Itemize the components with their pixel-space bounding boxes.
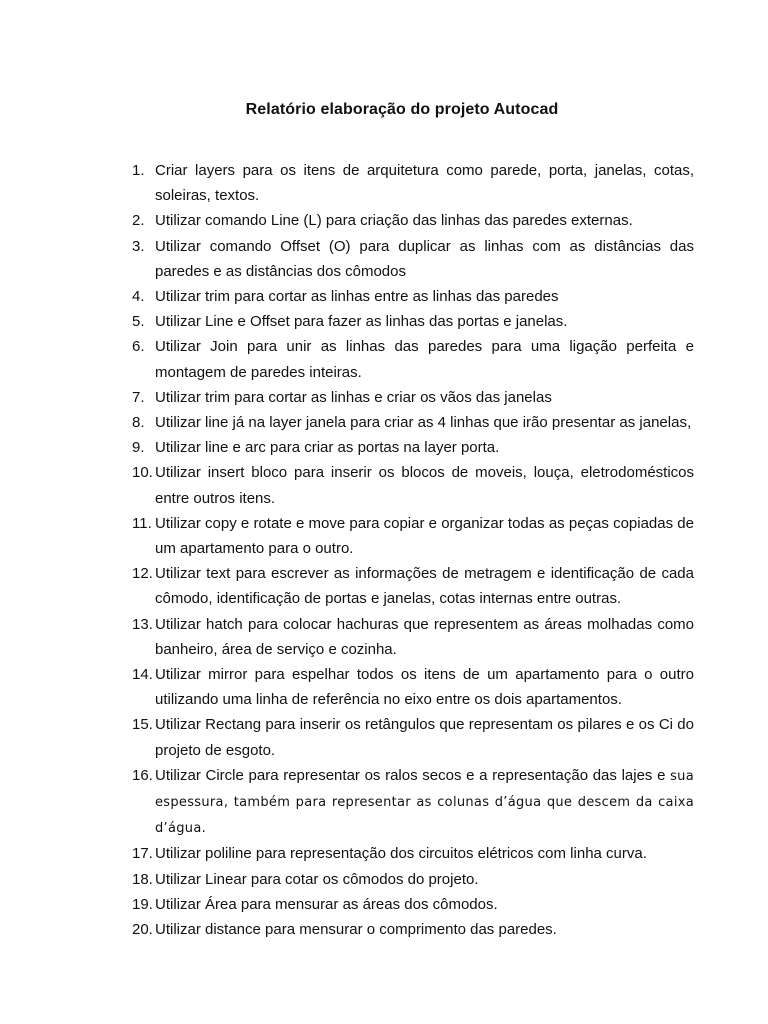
list-item-text xyxy=(155,158,694,208)
list-item xyxy=(132,561,694,611)
list-item-text-main: Utilizar trim para cortar as linhas entre as linhas das paredes xyxy=(155,288,559,306)
list-item-number: 18. xyxy=(132,870,153,888)
list-item xyxy=(132,385,694,410)
list-item-text xyxy=(155,234,694,284)
list-item-text xyxy=(155,385,694,410)
list-item-number: 19. xyxy=(132,895,153,913)
list-item-text xyxy=(155,841,694,866)
list-item-text xyxy=(155,208,694,233)
list-item xyxy=(132,410,694,435)
list-item-text xyxy=(155,867,694,892)
list-item-text-main: Utilizar distance para mensurar o comprimento das paredes. xyxy=(155,921,557,939)
list-item xyxy=(132,208,694,233)
list-item xyxy=(132,460,694,510)
list-item xyxy=(132,841,694,866)
list-item xyxy=(132,334,694,384)
list-item-number: 7. xyxy=(132,388,145,406)
list-item-number: 6. xyxy=(132,338,145,356)
list-item-text xyxy=(155,460,694,510)
list-item-text-main: Utilizar Join para unir as linhas das paredes para uma ligação perfeita e montagem de paredes inteiras. xyxy=(155,338,694,381)
list-item-number: 15. xyxy=(132,716,153,734)
list-item-text-main: Utilizar Circle para representar os ralos secos e a representação das lajes e xyxy=(155,766,666,784)
list-item xyxy=(132,867,694,892)
list-item-text xyxy=(155,309,694,334)
list-item-text-main: Criar layers para os itens de arquitetura como parede, porta, janelas, cotas, soleiras, textos. xyxy=(155,162,694,205)
list-item-text xyxy=(155,334,694,384)
list-item xyxy=(132,511,694,561)
list-item xyxy=(132,612,694,662)
list-item-text-main: Utilizar insert bloco para inserir os blocos de moveis, louça, eletrodomésticos entre outros itens. xyxy=(155,464,694,507)
list-item xyxy=(132,763,694,842)
list-item xyxy=(132,712,694,762)
list-item-number: 8. xyxy=(132,414,145,432)
list-item-number: 10. xyxy=(132,464,153,482)
list-item-number: 14. xyxy=(132,666,153,684)
list-item-text xyxy=(155,435,694,460)
list-item-text-main: Utilizar Line e Offset para fazer as linhas das portas e janelas. xyxy=(155,313,568,331)
list-item-text-continuation: sua espessura, também para representar as colunas d’água que descem da caixa d’água. xyxy=(155,768,694,837)
list-item xyxy=(132,158,694,208)
list-item-text-main: Utilizar Área para mensurar as áreas dos cômodos. xyxy=(155,895,498,913)
list-item-number: 20. xyxy=(132,921,153,939)
list-item-number: 3. xyxy=(132,237,145,255)
list-item-number: 13. xyxy=(132,615,153,633)
list-item-text xyxy=(155,511,694,561)
list-item-text xyxy=(155,662,694,712)
list-item-text-main: Utilizar copy e rotate e move para copiar e organizar todas as peças copiadas de um apartamento para o outro. xyxy=(155,514,694,558)
list-item-number: 11. xyxy=(132,514,152,532)
list-item-text xyxy=(155,917,694,942)
list-item-number: 16. xyxy=(132,766,153,784)
list-item-number: 2. xyxy=(132,212,145,230)
list-item-number: 12. xyxy=(132,565,153,583)
list-item-text xyxy=(155,561,694,611)
list-item xyxy=(132,917,694,942)
list-item-text xyxy=(155,892,694,917)
document-title: Relatório elaboração do projeto Autocad xyxy=(245,101,559,118)
list-item-text-main: Utilizar line e arc para criar as portas na layer porta. xyxy=(155,439,500,457)
list-item xyxy=(132,662,694,712)
list-item-number: 5. xyxy=(132,313,145,331)
list-item xyxy=(132,892,694,917)
list-item-number: 1. xyxy=(132,162,145,179)
list-item-text xyxy=(155,410,694,435)
list-item-text xyxy=(155,284,694,309)
list-item xyxy=(132,435,694,460)
list-item-text-main: Utilizar Rectang para inserir os retângulos que representam os pilares e os Ci do projeto de esgoto. xyxy=(155,716,694,759)
list-item-text-main: Utilizar comando Offset (O) para duplicar as linhas com as distâncias das paredes e as distâncias dos cômodos xyxy=(155,237,694,280)
list-item-text-main: Utilizar text para escrever as informações de metragem e identificação de cada cômodo, identificação de portas e janelas, cotas internas entre outras. xyxy=(155,565,694,608)
list-item-text-main: Utilizar line já na layer janela para criar as 4 linhas que irão presentar as janelas, xyxy=(155,414,692,432)
list-item-number: 4. xyxy=(132,288,145,306)
list-item-text-main: Utilizar hatch para colocar hachuras que representem as áreas molhadas como banheiro, área de serviço e cozinha. xyxy=(155,615,694,658)
list-item xyxy=(132,309,694,334)
list-item-text xyxy=(155,612,694,662)
list-item-number: 9. xyxy=(132,439,145,457)
list-item-text-main: Utilizar Linear para cotar os cômodos do projeto. xyxy=(155,870,479,888)
list-item-text-main: Utilizar trim para cortar as linhas e criar os vãos das janelas xyxy=(155,388,552,406)
list-item-number: 17. xyxy=(132,845,153,863)
list-item xyxy=(132,234,694,284)
list-item-text-main: Utilizar comando Line (L) para criação das linhas das paredes externas. xyxy=(155,212,633,230)
list-item-text xyxy=(155,712,694,762)
list-item xyxy=(132,284,694,309)
list-item-text-main: Utilizar poliline para representação dos circuitos elétricos com linha curva. xyxy=(155,845,647,863)
numbered-list xyxy=(132,158,694,942)
list-item-text-main: Utilizar mirror para espelhar todos os itens de um apartamento para o outro utilizando uma linha de referência no eixo entre os dois apartamentos. xyxy=(155,666,694,709)
list-item-text xyxy=(155,763,694,842)
